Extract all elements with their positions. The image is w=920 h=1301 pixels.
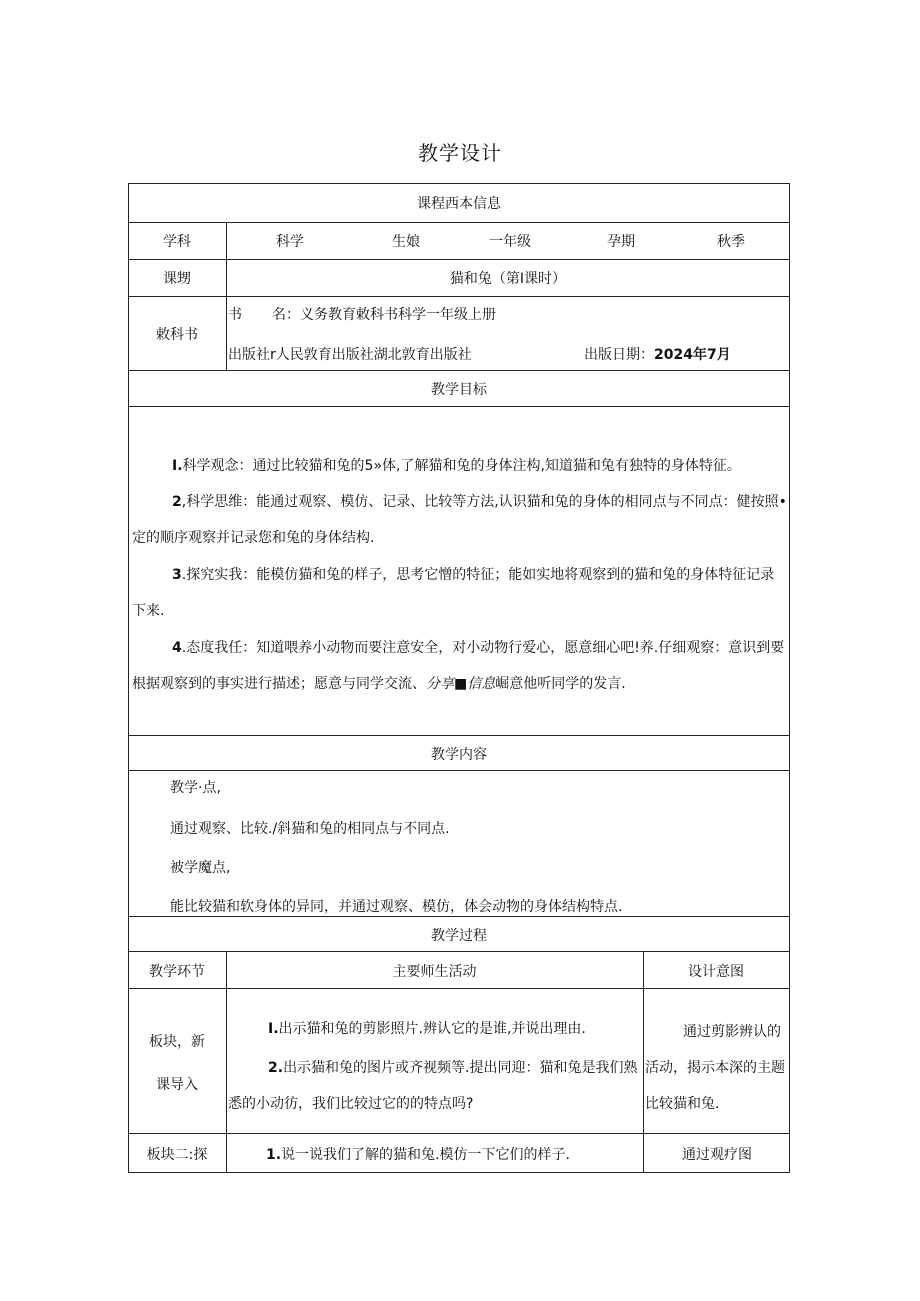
goal-3: 3.探究实我：能模仿猫和兔的样子，思考它憎的特征；能如实地将观察到的猫和兔的身体特征记录下来. [132, 567, 775, 619]
stage-1-line-1: 板块，新 [149, 1034, 205, 1050]
basic-info-header: 课程西本信息 [417, 196, 501, 212]
col-stage-header: 教学环节 [149, 964, 205, 980]
goal-1: I.科学观念：通过比较猫和兔的5»体,了解猫和兔的身体注构,知道猫和兔有独特的身体特征。 [172, 458, 741, 474]
publish-date [584, 344, 731, 364]
lesson-value: 猫和兔（第I课时） [449, 271, 567, 287]
subject-label: 学科 [163, 234, 191, 250]
book-name-char: 书 [228, 307, 242, 323]
process-header: 教学过程 [431, 928, 487, 944]
intent-1: 通过剪影辨认的活动，揭示本深的主题比较猫和兔. [645, 1024, 785, 1112]
col-activity-header: 主要师生活动 [392, 964, 477, 980]
grade-value: 一年级 [489, 234, 531, 250]
goals-header: 教学目标 [431, 382, 487, 398]
goal-4: 4.态度我任：知道喂养小动物而要注意安全，对小动物行爱心，愿意细心吧!养.仔细观察：意识到要根据观察到的事实进行描述；愿意与同学交流、分享■信息崛意他听同学的发言. [132, 640, 785, 692]
book-name: 名：义务教育敕科书科学一年级上册 [272, 307, 496, 323]
activity-2-1: 1.说一说我们了解的猫和兔.模仿一下它们的样子. [266, 1147, 570, 1163]
goal-2: 2,科学思维：能通过观察、模仿、记录、比较等方法,认识猫和兔的身体的相同点与不同点：健按照•定的顺序观察并记录您和兔的身体结构. [132, 494, 787, 546]
stage-1-line-2: 课导入 [156, 1077, 198, 1093]
content-header: 教学内容 [431, 747, 487, 763]
publisher: 出版社r人民敦育出版社湖北敦育出版社 [228, 347, 472, 363]
subject-value: 科学 [276, 234, 304, 250]
publish-date-value: 2024年7月 [654, 347, 731, 363]
key-point-text: 通过观察、比较./斜猫和兔的相同点与不同点. [170, 821, 450, 837]
publish-date-label: 出版日期： [584, 347, 654, 363]
difficult-point-text: 能比较猫和软身体的异同，并通过观察、模仿，体会动物的身体结构特点. [170, 899, 623, 915]
term-value: 秋季 [717, 234, 745, 250]
key-point-label: 教学·点, [170, 780, 221, 796]
textbook-label: 敕科书 [156, 327, 198, 343]
activity-1-1: I.出示猫和兔的剪影照片.辨认它的是谁,并说出理由. [268, 1021, 586, 1037]
lesson-label: 课甥 [163, 271, 191, 287]
stage-2: 板块二:探 [146, 1147, 208, 1163]
intent-2: 通过观疗图 [682, 1147, 752, 1163]
difficult-point-label: 被学魔点, [170, 860, 231, 876]
term-label: 孕期 [607, 234, 635, 250]
document-title: 教学设计 [418, 141, 502, 165]
grade-label: 生娘 [392, 234, 420, 250]
activity-1-2: 2.出示猫和兔的图片或齐视频等.提出同迎：猫和兔是我们熟悉的小动彷，我们比较过它的的特点吗? [228, 1060, 638, 1112]
col-intent-header: 设计意图 [688, 964, 744, 980]
